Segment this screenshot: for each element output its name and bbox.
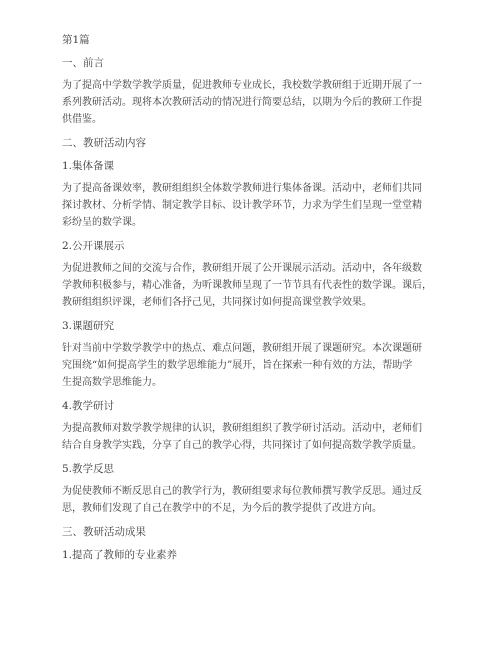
preface-line-1: 为了提高中学数学教学质量，促进教师专业成长，我校数学教研组于近期开展了一 [62,80,422,91]
research-line-3: 生提高数学思维能力。 [62,377,162,388]
reflection-line-1: 为促使教师不断反思自己的教学行为，教研组要求每位教师撰写教学反思。通过反 [62,486,422,497]
preface-line-3: 供借鉴。 [62,114,102,125]
preface-line-2: 系列教研活动。现将本次教研活动的情况进行简要总结，以期为今后的教研工作提 [62,97,422,108]
collective-prep-line-1: 为了提高备课效率，教研组组织全体数学教师进行集体备课。活动中，老师们共同 [62,183,422,194]
item-title-reflection: 5.教学反思 [62,463,115,475]
item-title-research: 3.课题研究 [62,320,115,332]
section-title-content: 二、教研活动内容 [62,137,146,149]
seminar-line-1: 为提高教师对数学教学规律的认识，教研组组织了教学研讨活动。活动中，老师们 [62,423,422,434]
seminar-line-2: 结合自身教学实践，分享了自己的教学心得，共同探讨了如何提高数学教学质量。 [62,440,422,451]
open-class-line-2: 学教师积极参与，精心准备，为听课教师呈现了一节节具有代表性的数学课。课后， [62,280,432,291]
section-title-preface: 一、前言 [62,57,104,69]
item-title-collective-prep: 1.集体备课 [62,160,115,172]
page-label: 第1篇 [62,34,90,46]
result-title-professional: 1.提高了教师的专业素养 [62,549,178,561]
collective-prep-line-2: 探讨教材、分析学情、制定教学目标、设计教学环节，力求为学生们呈现一堂堂精 [62,200,422,211]
research-line-1: 针对当前中学数学教学中的热点、难点问题，教研组开展了课题研究。本次课题研 [62,343,422,354]
item-title-seminar: 4.教学研讨 [62,400,115,412]
reflection-line-2: 思，教师们发现了自己在教学中的不足，为今后的教学提供了改进方向。 [62,503,382,514]
document-body [62,32,438,564]
research-line-2: 究围绕“如何提高学生的数学思维能力”展开，旨在探索一种有效的方法，帮助学 [62,360,413,371]
open-class-line-3: 教研组组织评课，老师们各抒己见，共同探讨如何提高课堂教学效果。 [62,297,372,308]
item-title-open-class: 2.公开课展示 [62,240,125,252]
section-title-results: 三、教研活动成果 [62,526,146,538]
open-class-line-1: 为促进教师之间的交流与合作，教研组开展了公开课展示活动。活动中，各年级数 [62,263,422,274]
collective-prep-line-3: 彩纷呈的数学课。 [62,217,142,228]
